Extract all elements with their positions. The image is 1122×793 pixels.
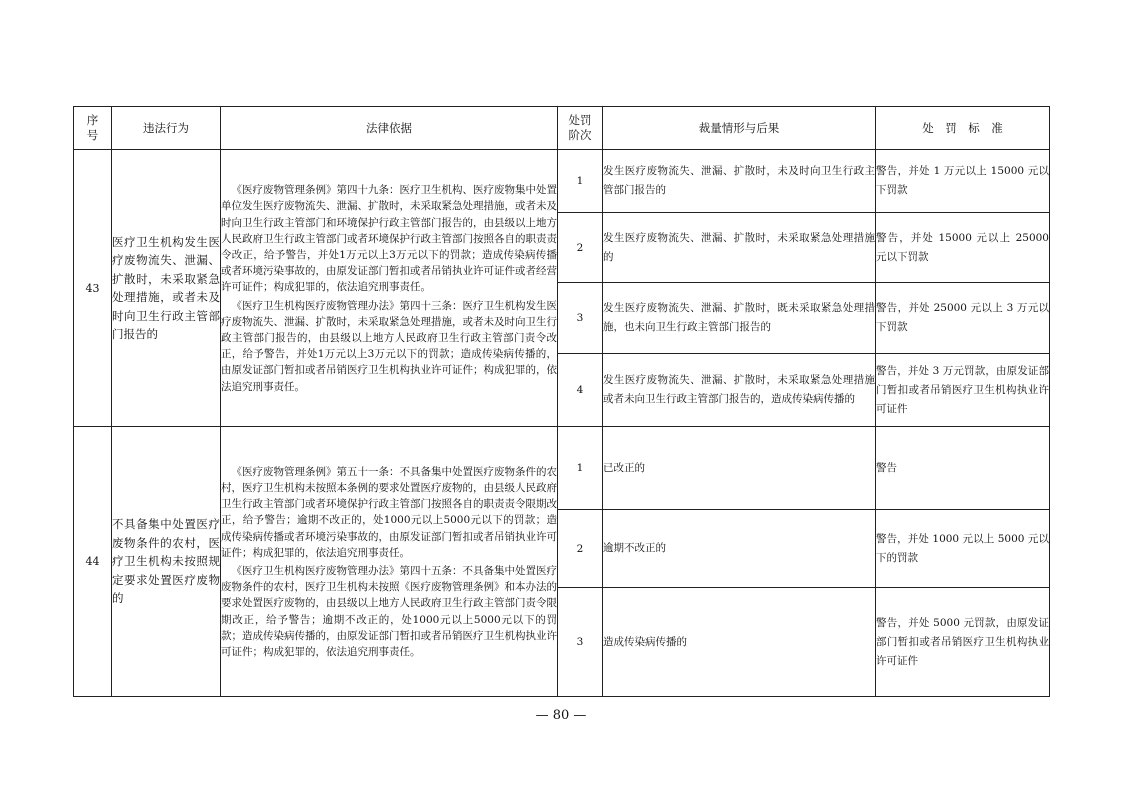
page-number: — 80 — (535, 708, 587, 723)
situation: 已改正的 (603, 427, 876, 510)
penalty-standard: 警告 (876, 427, 1050, 510)
header-seq: 序 号 (74, 107, 112, 150)
penalty-standard: 警告，并处 3 万元罚款，由原发证部门暂扣或者吊销医疗卫生机构执业许可证件 (876, 354, 1050, 427)
penalty-standard: 警告，并处 15000 元以上 25000 元以下罚款 (876, 213, 1050, 283)
situation: 逾期不改正的 (603, 510, 876, 588)
header-situation: 裁量情形与后果 (603, 107, 876, 150)
table-row (74, 150, 1050, 213)
row-number: 43 (74, 150, 112, 427)
penalty-level: 4 (558, 354, 603, 427)
legal-basis-paragraph: 《医疗卫生机构医疗废物管理办法》第四十五条：不具备集中处置医疗废物条件的农村，医疗卫生机构未按照《医疗废物管理条例》和本办法的要求处置医疗废物的，由县级以上地方人民政府卫生行政主管部门责令限期改正，给予警告；逾期不改正的，处1000元以上5000元以下的罚款；造成传染病传播的，由原发证部门暂扣或者吊销医疗卫生机构执业许可证件；构成犯罪的，依法追究刑事责任。 (221, 565, 557, 659)
legal-basis-paragraph: 《医疗卫生机构医疗废物管理办法》第四十三条：医疗卫生机构发生医疗废物流失、泄漏、扩散时，未采取紧急处理措施，或者未及时向卫生行政主管部门报告的，由县级以上地方人民政府卫生行政主管部门责令改正，给予警告，并处1万元以上3万元以下的罚款；造成传染病传播的，由原发证部门暂扣或者吊销医疗卫生机构执业许可证件；构成犯罪的，依法追究刑事责任。 (221, 299, 557, 393)
legal-basis-paragraph: 《医疗废物管理条例》第四十九条：医疗卫生机构、医疗废物集中处置单位发生医疗废物流失、泄漏、扩散时，未采取紧急处理措施，或者未及时向卫生行政主管部门和环境保护行政主管部门报告的，由县级以上地方人民政府卫生行政主管部门或者环境保护行政主管部门按照各自的职责责令改正，给予警告，并处1万元以上3万元以下的罚款；造成传染病传播或者环境污染事故的，由原发证部门暂扣或者吊销执业许可证件或者经营许可证件；构成犯罪的，依法追究刑事责任。 (221, 184, 557, 294)
table-header-row (74, 107, 1050, 150)
violation-act: 不具备集中处置医疗废物条件的农村，医疗卫生机构未按照规定要求处置医疗废物的 (112, 427, 221, 697)
header-act: 违法行为 (112, 107, 221, 150)
penalty-level: 1 (558, 427, 603, 510)
legal-basis (221, 150, 558, 427)
legal-basis (221, 427, 558, 697)
penalty-level: 3 (558, 588, 603, 697)
violation-act: 医疗卫生机构发生医疗废物流失、泄漏、扩散时，未采取紧急处理措施，或者未及时向卫生行政主管部门报告的 (112, 150, 221, 427)
penalty-level: 1 (558, 150, 603, 213)
situation: 发生医疗废物流失、泄漏、扩散时，未采取紧急处理措施或者未向卫生行政主管部门报告的，造成传染病传播的 (603, 354, 876, 427)
penalty-standard: 警告，并处 5000 元罚款，由原发证部门暂扣或者吊销医疗卫生机构执业许可证件 (876, 588, 1050, 697)
situation: 发生医疗废物流失、泄漏、扩散时，既未采取紧急处理措施，也未向卫生行政主管部门报告的 (603, 283, 876, 354)
header-law: 法律依据 (221, 107, 558, 150)
penalty-level: 2 (558, 213, 603, 283)
legal-basis-paragraph: 《医疗废物管理条例》第五十一条：不具备集中处置医疗废物条件的农村，医疗卫生机构未按照本条例的要求处置医疗废物的，由县级人民政府卫生行政主管部门或者环境保护行政主管部门按照各自的职责责令限期改正，给予警告；逾期不改正的，处1000元以上5000元以下的罚款；造成传染病传播或者环境污染事故的，由原发证部门暂扣或者吊销执业许可证件；构成犯罪的，依法追究刑事责任。 (221, 465, 557, 559)
penalty-table (73, 106, 1050, 697)
penalty-level: 2 (558, 510, 603, 588)
situation: 发生医疗废物流失、泄漏、扩散时，未及时向卫生行政主管部门报告的 (603, 150, 876, 213)
header-penalty: 处 罚 标 准 (876, 107, 1050, 150)
penalty-standard: 警告，并处 25000 元以上 3 万元以下罚款 (876, 283, 1050, 354)
situation: 造成传染病传播的 (603, 588, 876, 697)
situation: 发生医疗废物流失、泄漏、扩散时，未采取紧急处理措施的 (603, 213, 876, 283)
row-number: 44 (74, 427, 112, 697)
table-row (74, 427, 1050, 510)
penalty-standard: 警告，并处 1 万元以上 15000 元以下罚款 (876, 150, 1050, 213)
header-level: 处罚 阶次 (558, 107, 603, 150)
penalty-standard: 警告，并处 1000 元以上 5000 元以下的罚款 (876, 510, 1050, 588)
penalty-level: 3 (558, 283, 603, 354)
